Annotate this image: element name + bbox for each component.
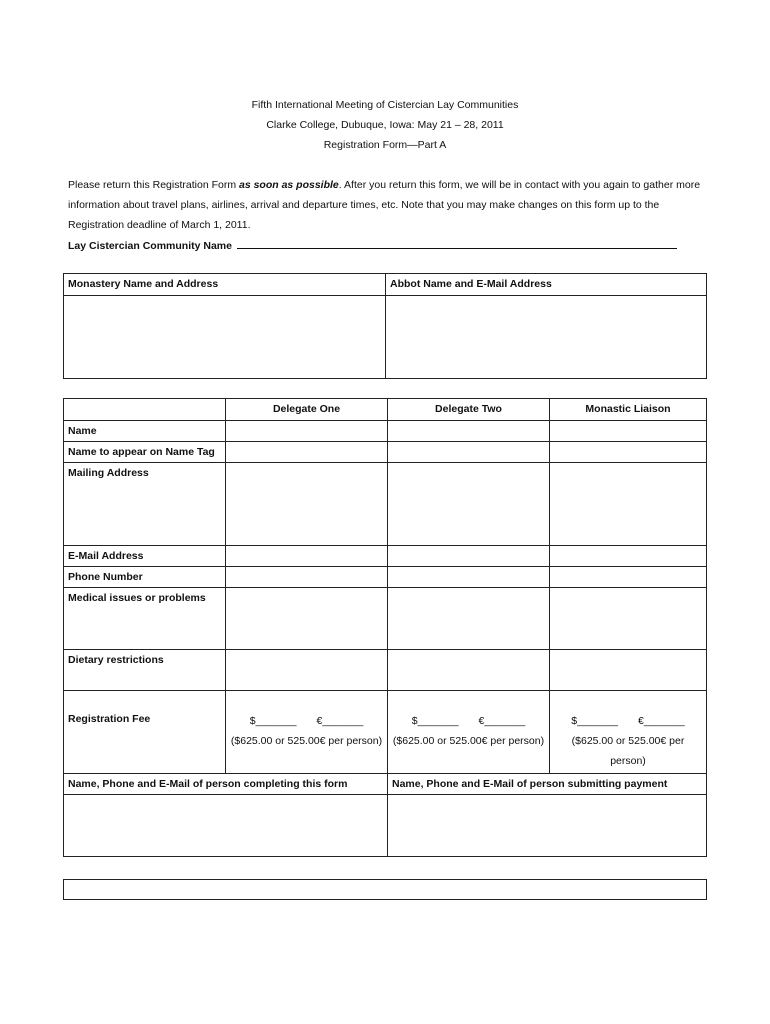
form-header (0, 95, 770, 155)
input-cell[interactable] (388, 442, 550, 463)
input-cell[interactable] (226, 546, 388, 567)
row-label-phone: Phone Number (64, 567, 226, 588)
input-cell[interactable] (550, 567, 707, 588)
delegate-one-header: Delegate One (226, 399, 388, 421)
completer-header: Name, Phone and E-Mail of person completing this form (64, 774, 388, 795)
bottom-blank-table (63, 879, 707, 900)
input-cell[interactable] (388, 650, 550, 691)
fee-euro-blank: €_______ (638, 715, 685, 727)
row-label-medical: Medical issues or problems (64, 588, 226, 650)
abbot-cell[interactable] (386, 296, 707, 379)
intro-emphasis: as soon as possible (238, 179, 339, 191)
row-label-name: Name (64, 421, 226, 442)
row-label-name-tag: Name to appear on Name Tag (64, 442, 226, 463)
submitter-header: Name, Phone and E-Mail of person submitting payment (388, 774, 707, 795)
fee-note: ($625.00 or 525.00€ per person) (230, 735, 383, 747)
fee-euro-blank: €_______ (478, 715, 526, 727)
input-cell[interactable] (388, 421, 550, 442)
input-cell[interactable] (388, 588, 550, 650)
input-cell[interactable] (226, 463, 388, 546)
input-cell[interactable] (550, 546, 707, 567)
input-cell[interactable] (550, 588, 707, 650)
monastery-cell[interactable] (64, 296, 386, 379)
fee-cell-delegate-two[interactable] (388, 691, 550, 774)
fee-cell-monastic-liaison[interactable] (550, 691, 707, 774)
intro-paragraph (68, 175, 708, 235)
intro-text-1: Please return this Registration Form (68, 179, 239, 191)
input-cell[interactable] (550, 442, 707, 463)
delegate-two-header: Delegate Two (388, 399, 550, 421)
blank-header-cell (64, 399, 226, 421)
fee-note: ($625.00 or 525.00€ per person) (392, 735, 545, 747)
lay-community-field (68, 236, 708, 252)
row-label-mailing-address: Mailing Address (64, 463, 226, 546)
fee-euro-blank: €_______ (316, 715, 364, 727)
monastery-header: Monastery Name and Address (64, 274, 386, 296)
abbot-header: Abbot Name and E-Mail Address (386, 274, 707, 296)
input-cell[interactable] (226, 588, 388, 650)
input-cell[interactable] (226, 421, 388, 442)
meeting-location: Clarke College, Dubuque, Iowa: May 21 – 28, 2011 (266, 119, 504, 131)
fee-cell-delegate-one[interactable] (226, 691, 388, 774)
input-cell[interactable] (388, 546, 550, 567)
lay-community-label: Lay Cistercian Community Name (68, 240, 232, 252)
form-title: Registration Form—Part A (323, 139, 447, 151)
bottom-blank-cell[interactable] (64, 880, 707, 900)
meeting-title: Fifth International Meeting of Cistercian Lay Communities (251, 99, 519, 111)
delegate-table (63, 398, 707, 857)
input-cell[interactable] (226, 442, 388, 463)
submitter-cell[interactable] (388, 795, 707, 857)
input-cell[interactable] (550, 463, 707, 546)
row-label-dietary: Dietary restrictions (64, 650, 226, 691)
fee-dollar-blank: $_______ (249, 715, 297, 727)
completer-cell[interactable] (64, 795, 388, 857)
input-cell[interactable] (388, 463, 550, 546)
fee-dollar-blank: $_______ (571, 715, 618, 727)
lay-community-input-line[interactable] (237, 236, 677, 249)
input-cell[interactable] (226, 650, 388, 691)
input-cell[interactable] (550, 421, 707, 442)
intro-text-2: . After you return this form, we will be in contact with you again to gather more information about travel plans, airlines, arrival and departure times, etc. Note that you may make changes on this form up to the Registration deadline of March 1, 2011. (68, 179, 701, 231)
fee-note: ($625.00 or 525.00€ per person) (571, 735, 685, 767)
row-label-email: E-Mail Address (64, 546, 226, 567)
row-label-registration-fee: Registration Fee (64, 691, 226, 774)
monastery-table (63, 273, 707, 379)
input-cell[interactable] (550, 650, 707, 691)
fee-dollar-blank: $_______ (411, 715, 459, 727)
input-cell[interactable] (226, 567, 388, 588)
input-cell[interactable] (388, 567, 550, 588)
monastic-liaison-header: Monastic Liaison (550, 399, 707, 421)
